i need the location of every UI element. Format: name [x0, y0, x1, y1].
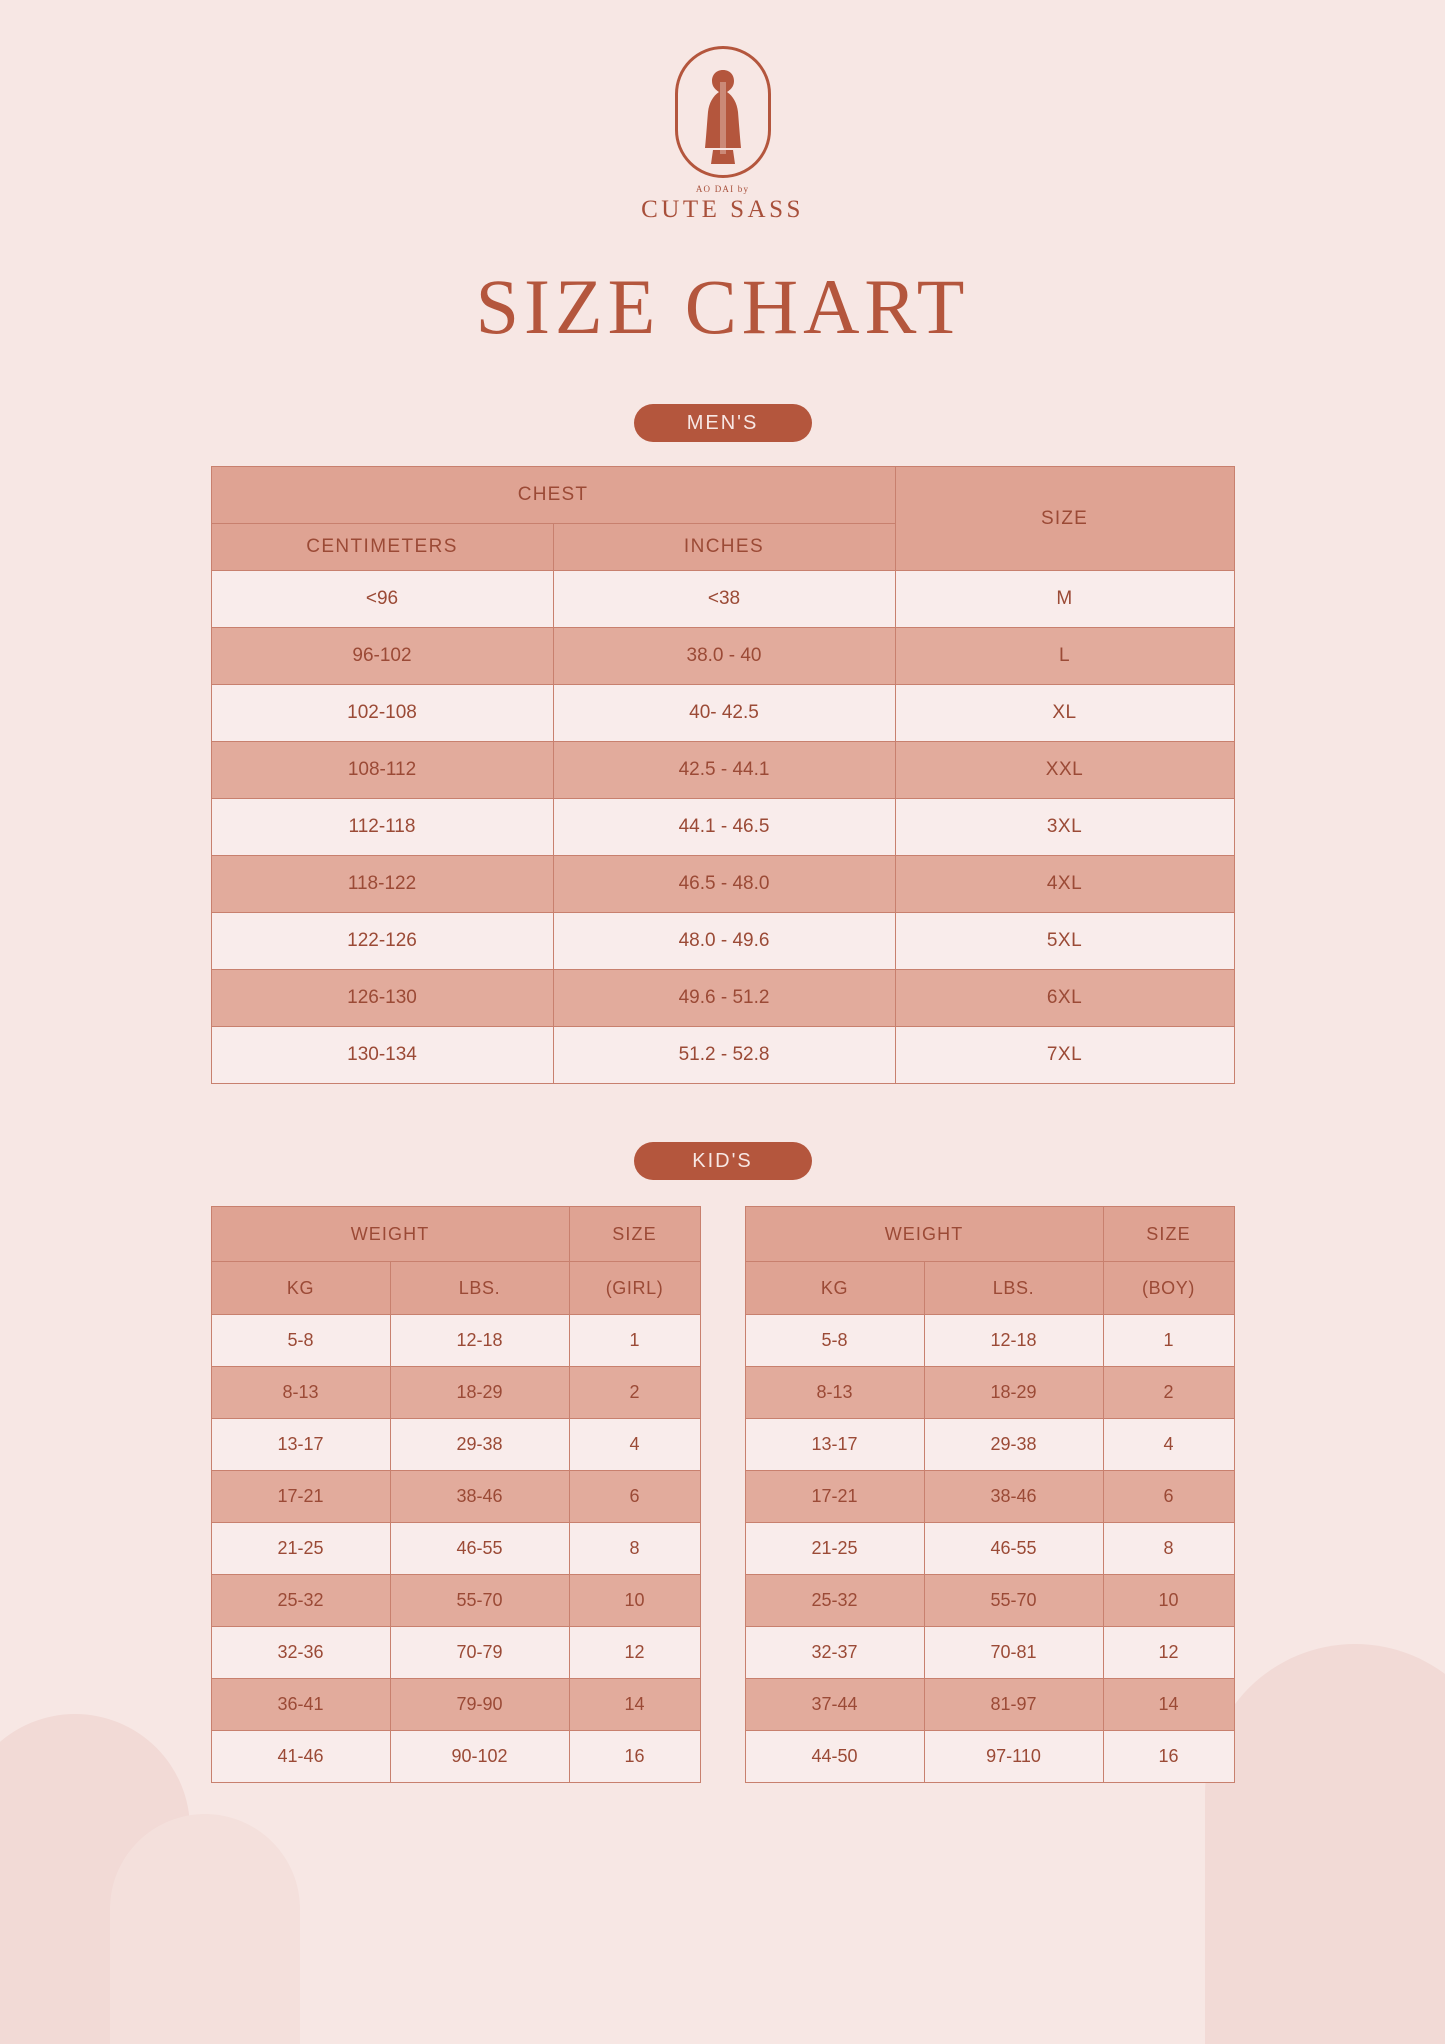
mens-header-chest: CHEST: [211, 467, 895, 524]
cell-lbs: 29-38: [390, 1419, 569, 1471]
cell-size: 10: [1103, 1575, 1234, 1627]
table-row: [211, 1419, 700, 1471]
cell-lbs: 70-79: [390, 1627, 569, 1679]
table-row: [211, 1367, 700, 1419]
cell-inch: <38: [553, 571, 895, 628]
cell-cm: 108-112: [211, 742, 553, 799]
mens-table-body: [211, 571, 1234, 1084]
cell-lbs: 18-29: [924, 1367, 1103, 1419]
cell-lbs: 12-18: [390, 1315, 569, 1367]
table-row: [211, 571, 1234, 628]
cell-kg: 5-8: [745, 1315, 924, 1367]
table-row: [211, 1731, 700, 1783]
kids-boy-header-kg: KG: [745, 1262, 924, 1315]
cell-inch: 51.2 - 52.8: [553, 1027, 895, 1084]
cell-lbs: 29-38: [924, 1419, 1103, 1471]
cell-size: M: [895, 571, 1234, 628]
cell-kg: 8-13: [745, 1367, 924, 1419]
cell-size: 4: [1103, 1419, 1234, 1471]
bottom-spacer: [0, 1783, 1445, 1853]
cell-lbs: 38-46: [390, 1471, 569, 1523]
cell-kg: 37-44: [745, 1679, 924, 1731]
cell-size: 10: [569, 1575, 700, 1627]
cell-kg: 32-37: [745, 1627, 924, 1679]
cell-size: 14: [1103, 1679, 1234, 1731]
cell-size: 12: [1103, 1627, 1234, 1679]
page-title: SIZE CHART: [475, 263, 970, 350]
cell-kg: 41-46: [211, 1731, 390, 1783]
kids-girl-table-head: [211, 1207, 700, 1315]
table-row: [211, 628, 1234, 685]
section-pill-kids: KID'S: [634, 1142, 812, 1180]
cell-kg: 36-41: [211, 1679, 390, 1731]
kids-boy-header-size: SIZE: [1103, 1207, 1234, 1262]
table-row: [745, 1471, 1234, 1523]
table-row: [211, 1679, 700, 1731]
cell-lbs: 79-90: [390, 1679, 569, 1731]
cell-lbs: 90-102: [390, 1731, 569, 1783]
cell-kg: 25-32: [745, 1575, 924, 1627]
kids-tables-container: [211, 1206, 1235, 1783]
cell-size: 8: [569, 1523, 700, 1575]
cell-kg: 17-21: [211, 1471, 390, 1523]
cell-kg: 44-50: [745, 1731, 924, 1783]
table-row: [211, 799, 1234, 856]
cell-size: 6: [569, 1471, 700, 1523]
cell-size: XXL: [895, 742, 1234, 799]
table-row: [211, 1315, 700, 1367]
cell-kg: 8-13: [211, 1367, 390, 1419]
cell-cm: <96: [211, 571, 553, 628]
cell-lbs: 46-55: [924, 1523, 1103, 1575]
cell-kg: 13-17: [211, 1419, 390, 1471]
cell-lbs: 70-81: [924, 1627, 1103, 1679]
table-row: [211, 685, 1234, 742]
kids-boy-size-table: [745, 1206, 1235, 1783]
aodai-woman-logo-icon: [0, 46, 1445, 178]
cell-lbs: 46-55: [390, 1523, 569, 1575]
cell-size: 2: [569, 1367, 700, 1419]
kids-girl-header-kg: KG: [211, 1262, 390, 1315]
cell-lbs: 18-29: [390, 1367, 569, 1419]
cell-size: 7XL: [895, 1027, 1234, 1084]
table-row: [745, 1731, 1234, 1783]
table-row: [211, 970, 1234, 1027]
cell-inch: 46.5 - 48.0: [553, 856, 895, 913]
brand-logo: [0, 0, 1445, 224]
cell-size: 4: [569, 1419, 700, 1471]
kids-boy-table-body: [745, 1315, 1234, 1783]
kids-girl-size-table: [211, 1206, 701, 1783]
cell-kg: 21-25: [211, 1523, 390, 1575]
cell-kg: 13-17: [745, 1419, 924, 1471]
cell-size: 3XL: [895, 799, 1234, 856]
cell-kg: 25-32: [211, 1575, 390, 1627]
cell-size: 1: [569, 1315, 700, 1367]
kids-boy-header-size-sub: (BOY): [1103, 1262, 1234, 1315]
brand-name: CUTE SASS: [641, 196, 804, 223]
cell-lbs: 97-110: [924, 1731, 1103, 1783]
section-pill-mens: MEN'S: [634, 404, 812, 442]
cell-cm: 96-102: [211, 628, 553, 685]
cell-size: 16: [1103, 1731, 1234, 1783]
cell-cm: 122-126: [211, 913, 553, 970]
cell-cm: 102-108: [211, 685, 553, 742]
table-row: [745, 1419, 1234, 1471]
cell-cm: 112-118: [211, 799, 553, 856]
cell-size: 4XL: [895, 856, 1234, 913]
cell-size: 8: [1103, 1523, 1234, 1575]
cell-cm: 118-122: [211, 856, 553, 913]
cell-size: 12: [569, 1627, 700, 1679]
table-row: [745, 1627, 1234, 1679]
cell-size: 6: [1103, 1471, 1234, 1523]
kids-girl-header-size: SIZE: [569, 1207, 700, 1262]
mens-header-centimeters: CENTIMETERS: [211, 524, 553, 571]
cell-size: 16: [569, 1731, 700, 1783]
cell-kg: 21-25: [745, 1523, 924, 1575]
kids-boy-header-lbs: LBS.: [924, 1262, 1103, 1315]
table-row: [211, 1027, 1234, 1084]
table-row: [745, 1575, 1234, 1627]
table-row: [745, 1523, 1234, 1575]
table-row: [745, 1367, 1234, 1419]
cell-kg: 32-36: [211, 1627, 390, 1679]
table-row: [211, 856, 1234, 913]
cell-kg: 17-21: [745, 1471, 924, 1523]
cell-size: 2: [1103, 1367, 1234, 1419]
cell-inch: 40- 42.5: [553, 685, 895, 742]
cell-size: XL: [895, 685, 1234, 742]
cell-inch: 48.0 - 49.6: [553, 913, 895, 970]
kids-girl-header-weight: WEIGHT: [211, 1207, 569, 1262]
cell-lbs: 81-97: [924, 1679, 1103, 1731]
cell-size: 1: [1103, 1315, 1234, 1367]
cell-inch: 44.1 - 46.5: [553, 799, 895, 856]
cell-size: L: [895, 628, 1234, 685]
cell-lbs: 38-46: [924, 1471, 1103, 1523]
table-row: [211, 1471, 700, 1523]
mens-header-inches: INCHES: [553, 524, 895, 571]
mens-size-table: [211, 466, 1235, 1084]
kids-boy-table-head: [745, 1207, 1234, 1315]
kids-boy-header-weight: WEIGHT: [745, 1207, 1103, 1262]
cell-cm: 130-134: [211, 1027, 553, 1084]
table-row: [211, 913, 1234, 970]
cell-inch: 42.5 - 44.1: [553, 742, 895, 799]
mens-header-size: SIZE: [895, 467, 1234, 571]
cell-inch: 38.0 - 40: [553, 628, 895, 685]
table-row: [745, 1315, 1234, 1367]
cell-size: 14: [569, 1679, 700, 1731]
table-row: [745, 1679, 1234, 1731]
kids-girl-header-lbs: LBS.: [390, 1262, 569, 1315]
mens-table-head: [211, 467, 1234, 571]
cell-cm: 126-130: [211, 970, 553, 1027]
cell-kg: 5-8: [211, 1315, 390, 1367]
kids-girl-header-size-sub: (GIRL): [569, 1262, 700, 1315]
cell-lbs: 55-70: [924, 1575, 1103, 1627]
cell-inch: 49.6 - 51.2: [553, 970, 895, 1027]
table-row: [211, 742, 1234, 799]
kids-girl-table-body: [211, 1315, 700, 1783]
cell-lbs: 12-18: [924, 1315, 1103, 1367]
table-row: [211, 1523, 700, 1575]
cell-size: 5XL: [895, 913, 1234, 970]
cell-lbs: 55-70: [390, 1575, 569, 1627]
cell-size: 6XL: [895, 970, 1234, 1027]
brand-tagline: AO DAI by: [695, 184, 750, 194]
table-row: [211, 1627, 700, 1679]
table-row: [211, 1575, 700, 1627]
